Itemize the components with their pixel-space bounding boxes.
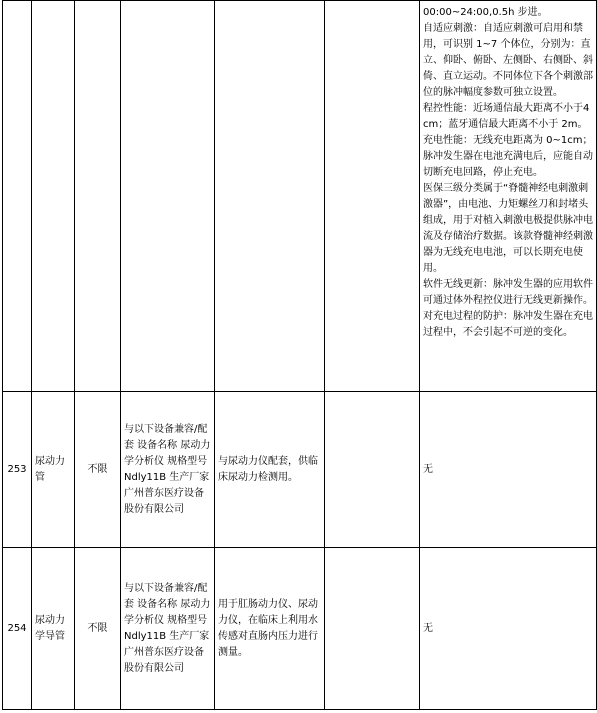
spec-table [2,0,597,710]
cell-blank [325,392,420,548]
spec-line: 充电性能：无线充电距离为 0~1cm；脉冲发生器在电池充满电后，应能自动切断充电回路，停止充电。 [423,135,593,178]
cell-spec: 不限 [75,548,121,710]
cell-no: 254 [3,548,32,710]
cell-tech-requirements: 无 [420,392,597,548]
spec-line: 程控性能：近场通信最大距离不小于4cm；蓝牙通信最大距离不小于 2m。 [423,103,590,130]
cell-compat [121,1,215,392]
cell-tech-requirements: 无 [420,548,597,710]
cell-name: 尿动力学导管 [32,548,75,710]
cell-spec [75,1,121,392]
cell-blank [325,548,420,710]
spec-line: 软件无线更新：脉冲发生器的应用软件可通过体外程控仪进行无线更新操作。 [423,279,593,306]
cell-name [32,1,75,392]
spec-line: 对充电过程的防护：脉冲发生器在充电过程中，不会引起不可逆的变化。 [423,311,593,338]
cell-compat: 与以下设备兼容/配套 设备名称 尿动力学分析仪 规格型号 Ndly11B 生产厂家 广州普东医疗设备股份有限公司 [121,548,215,710]
spec-line: 医保三级分类属于“脊髓神经电刺激刺激器”，由电池、力矩螺丝刀和封堵头组成，用于对植入刺激电极提供脉冲电流及存储治疗数据。该款脊髓神经刺激器为无线充电电池，可以长期充电使用。 [423,183,593,274]
cell-name: 尿动力管 [32,392,75,548]
cell-compat: 与以下设备兼容/配套 设备名称 尿动力学分析仪 规格型号 Ndly11B 生产厂家 广州普东医疗设备股份有限公司 [121,392,215,548]
cell-spec: 不限 [75,392,121,548]
cell-use [215,1,325,392]
cell-use: 与尿动力仪配套，供临床尿动力检测用。 [215,392,325,548]
table-row [3,392,597,548]
table-row [3,1,597,392]
cell-use: 用于肛肠动力仪、尿动力仪，在临床上利用水传感对直肠内压力进行测量。 [215,548,325,710]
table-row [3,548,597,710]
cell-no: 253 [3,392,32,548]
spec-line: 自适应刺激：自适应刺激可启用和禁用，可识别 1~7 个体位，分别为：直立、仰卧、俯卧、左侧卧、右侧卧、斜倚、直立运动。不同体位下各个刺激部位的脉冲幅度参数可独立设置。 [423,23,593,98]
spec-line: 00:00~24:00,0.5h 步进。 [423,7,548,18]
cell-blank [325,1,420,392]
cell-no [3,1,32,392]
cell-tech-requirements [420,1,597,392]
